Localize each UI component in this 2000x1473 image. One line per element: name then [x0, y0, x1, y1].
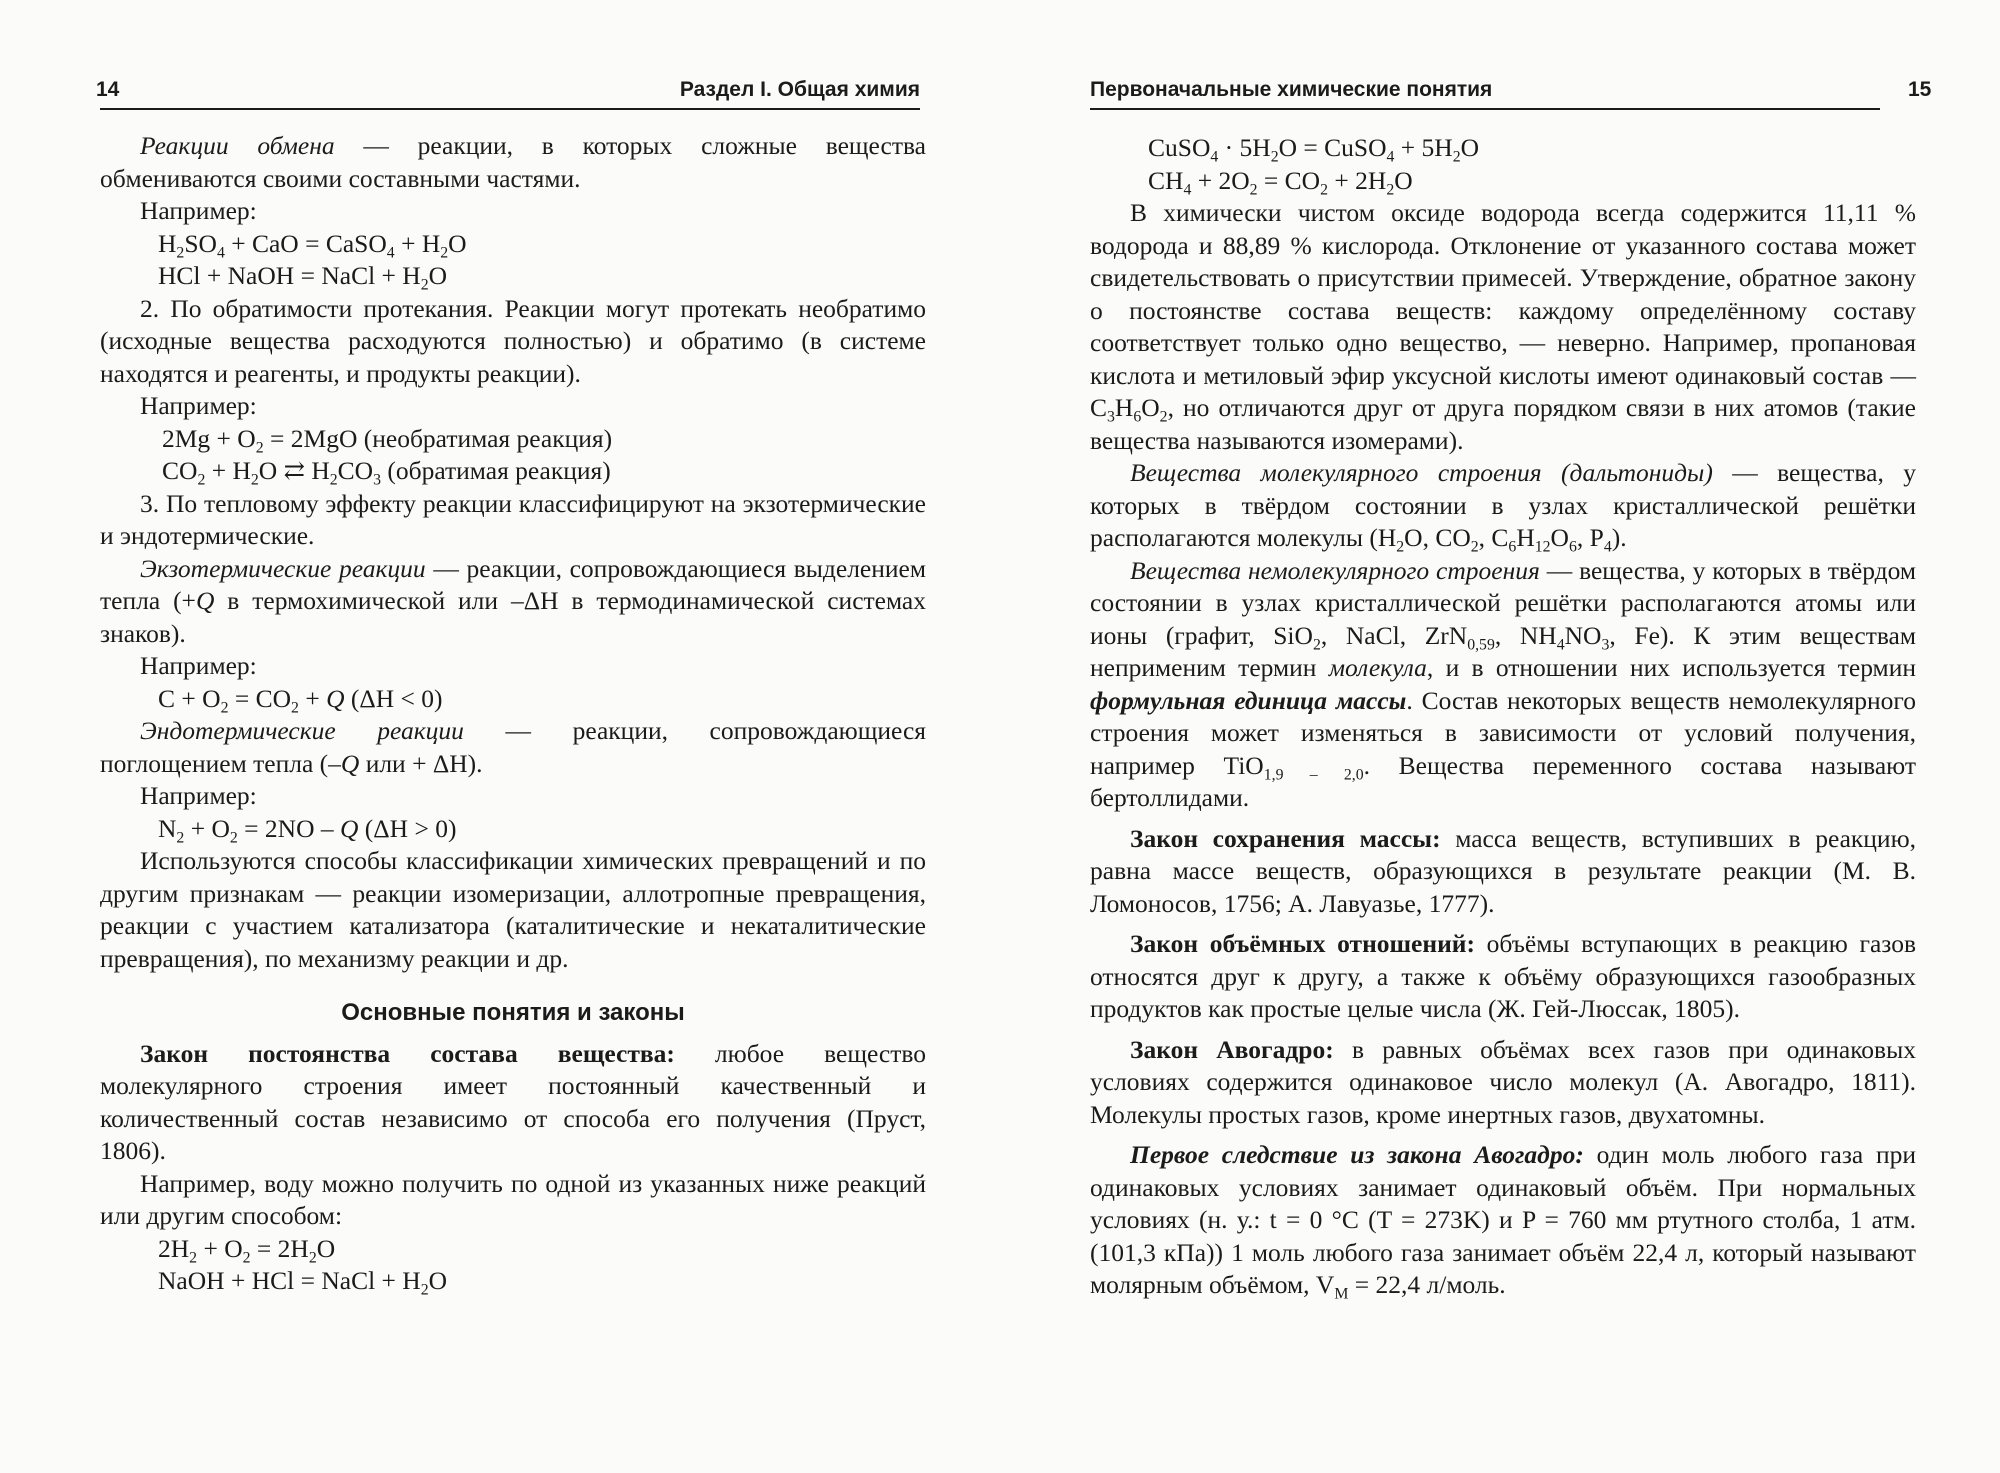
exchange-definition: Реакции обмена — реакции, в которых сложные вещества обмениваются своими составными частями.	[100, 131, 926, 193]
volume-ratios-law: Закон объёмных отношений: объёмы вступающих в реакцию газов относятся друг к другу, а также к объёму образующихся газообразных продуктов как простые целые числа (Ж. Гей-Люссак, 1805).	[1090, 929, 1917, 1023]
right-page-number: 15	[1908, 78, 1932, 101]
exchange-term: Реакции обмена	[140, 131, 335, 160]
equation: $CO_2 + H_2O$ ⇄ $H_2CO_3$ (обратимая реакция)	[162, 456, 611, 489]
example-label: Например:	[140, 781, 257, 810]
avogadro-law: Закон Авогадро: в равных объёмах всех газов при одинаковых условиях содержится одинаковое число молекул (А. Авогадро, 1811). Молекулы простых газов, кроме инертных газов, двухатомны.	[1090, 1034, 1916, 1129]
law-term: Закон объёмных отношений:	[1130, 929, 1475, 958]
example-label: Например:	[140, 196, 257, 225]
equation: NaOH + HCl = NaCl + $H_2O$	[158, 1266, 448, 1299]
water-paragraph: Например, воду можно получить по одной из указанных ниже реакций или другим способом:	[100, 1168, 926, 1230]
right-running-head	[1090, 78, 1932, 110]
endothermic-definition: Эндотермические реакции — реакции, сопровождающиеся поглощением тепла (–Q или + ΔH).	[100, 716, 926, 778]
equation: CuSO$_4$ · $5H_2O$ = CuSO$_4$ + $5H_2O$	[1148, 133, 1480, 166]
law-term: Закон Авогадро:	[1130, 1034, 1334, 1064]
exothermic-definition: Экзотермические реакции — реакции, сопровождающиеся выделением тепла (+Q в термохимической или –ΔH в термодинамической системах знаков).	[100, 553, 927, 648]
law-term: Закон сохранения массы:	[1130, 823, 1441, 853]
equation: $N_2 + O_2 = 2NO - Q$ (ΔH > 0)	[158, 813, 457, 847]
law-term: Первое следствие из закона Авогадро:	[1130, 1140, 1584, 1169]
endothermic-term: Эндотермические реакции	[140, 716, 464, 745]
left-running-head	[96, 78, 920, 110]
left-body	[100, 130, 926, 1298]
section-heading: Основные понятия и законы	[341, 999, 685, 1026]
avogadro-corollary: Первое следствие из закона Авогадро: один моль любого газа при одинаковых условиях занимает одинаковый объём. При нормальных условиях (н. у.: t = 0 °C (T = 273K) и P = 760 мм ртутного столба, 1 атм. (101,3 кПа)) 1 моль любого газа занимает объём 22,4 л, который называют молярным объёмом, $V_M = 22,4$ л/моль.	[1090, 1140, 1916, 1303]
left-running-title: Раздел I. Общая химия	[679, 78, 920, 101]
exothermic-term: Экзотермические реакции	[140, 553, 426, 583]
other-methods-paragraph: Используются способы классификации химических превращений и по другим признакам — реакции изомеризации, аллотропные превращения, реакции с участием катализатора (каталитические и некаталитические превращения), по механизму реакции и др.	[100, 846, 926, 973]
example-label: Например:	[140, 651, 257, 680]
equation: $2H_2 + O_2 = 2H_2O$	[158, 1233, 336, 1267]
equation: $2Mg + O_2 = 2MgO$ (необратимая реакция)	[162, 423, 613, 457]
molecular-term: Вещества молекулярного строения (дальтониды)	[1130, 458, 1713, 487]
thermal-paragraph: 3. По тепловому эффекту реакции классифицируют на экзотермические и эндотермические.	[100, 488, 926, 550]
nonmolecular-term: Вещества немолекулярного строения	[1130, 555, 1540, 585]
right-body	[1090, 132, 1916, 1302]
molecular-substances-definition: Вещества молекулярного строения (дальтониды) — вещества, у которых в твёрдом состоянии в узлах кристаллической решётки располагаются молекулы ($H_2O$, $CO_2$, $C_6H_{12}O_6$, $P_4$).	[1090, 458, 1916, 556]
equation: HCl + NaOH = NaCl + $H_2O$	[158, 261, 448, 294]
reversibility-paragraph: 2. По обратимости протекания. Реакции могут протекать необратимо (исходные вещества расходуются полностью) и обратимо (в системе находятся и реагенты, и продукты реакции).	[100, 293, 926, 388]
equation: $CH_4 + 2O_2 = CO_2 + 2H_2O$	[1148, 165, 1413, 199]
nonmolecular-substances-definition: Вещества немолекулярного строения — вещества, у которых в твёрдом состоянии в узлах кристаллической решётки располагаются атомы или ионы (графит, SiO$_2$, NaCl, ZrN$_{0,59}$, $NH_4NO_3$, Fe). К этим веществам неприменим термин молекула, и в отношении них используется термин формульная единица массы. Состав некоторых веществ немолекулярного строения может изменяться в зависимости от условий получения, например TiO$_{1,9 - 2,0}$. Вещества переменного состава называют бертоллидами.	[1090, 555, 1917, 812]
law-term: Закон постоянства состава вещества:	[140, 1038, 675, 1068]
example-label: Например:	[140, 391, 257, 420]
law-constant-composition: Закон постоянства состава вещества: любое вещество молекулярного строения имеет постоянный качественный и количественный состав независимо от способа его получения (Пруст, 1806).	[100, 1038, 926, 1165]
right-running-title: Первоначальные химические понятия	[1090, 78, 1493, 101]
purity-paragraph: В химически чистом оксиде водорода всегда содержится 11,11 % водорода и 88,89 % кислорода. Отклонение от указанного состава может свидетельствовать о присутствии примесей. Утверждение, обратное закону о постоянстве состава веществ: каждому определённому составу соответствует только одно вещество, — неверно. Например, пропановая кислота и метиловый эфир уксусной кислоты имеют одинаковый состав — $C_3H_6O_2$, но отличаются друг от друга порядком связи в них атомов (такие вещества называются изомерами).	[1090, 198, 1916, 455]
equation: $H_2SO_4$ + CaO = CaSO$_4$ + $H_2O$	[158, 228, 467, 262]
mass-conservation-law: Закон сохранения массы: масса веществ, вступивших в реакцию, равна массе веществ, образующихся в результате реакции (М. В. Ломоносов, 1756; А. Лавуазье, 1777).	[1090, 823, 1917, 918]
equation: $C + O_2 = CO_2 + Q$ (ΔH < 0)	[158, 683, 443, 717]
left-page-number: 14	[96, 78, 120, 101]
